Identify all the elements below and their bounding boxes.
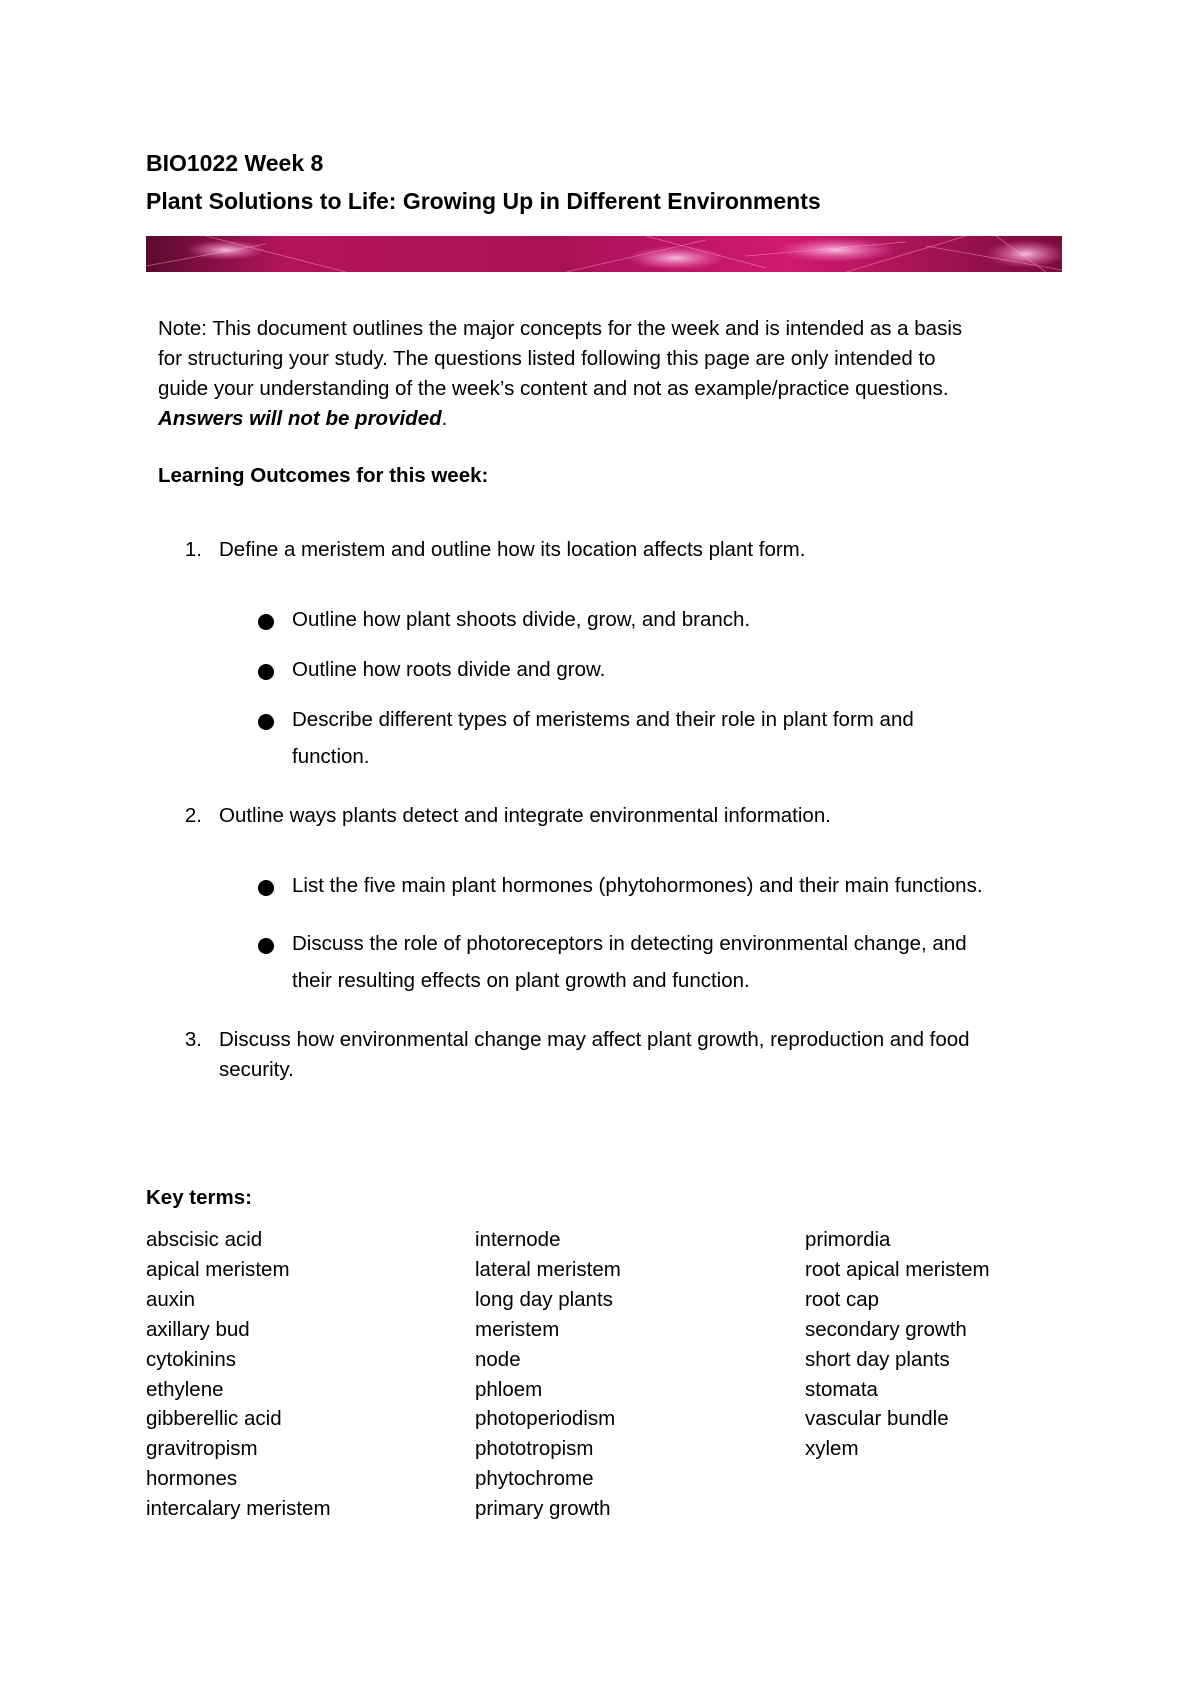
- bullet-icon: [258, 614, 274, 630]
- key-terms-column-1: [146, 1225, 331, 1524]
- note-line: Note: This document outlines the major concepts for the week and is intended as a basis: [158, 317, 963, 340]
- outcome-text: Discuss how environmental change may affect plant growth, reproduction and food: [219, 1028, 970, 1051]
- note-paragraph: [158, 314, 1058, 434]
- outcome-subitem-continuation: function.: [292, 745, 370, 768]
- answers-notice: Answers will not be provided: [158, 407, 442, 430]
- key-term: gibberellic acid: [146, 1407, 282, 1431]
- outcome-text: Outline ways plants detect and integrate environmental information.: [219, 804, 831, 827]
- note-line: for structuring your study. The questions listed following this page are only intended to: [158, 347, 936, 370]
- outcome-subitem: Outline how plant shoots divide, grow, and branch.: [292, 608, 751, 631]
- outcome-subitem: List the five main plant hormones (phytohormones) and their main functions.: [292, 874, 983, 897]
- bullet-icon: [258, 938, 274, 954]
- bullet-icon: [258, 714, 274, 730]
- key-terms-column-2: [475, 1225, 621, 1524]
- key-terms-heading: Key terms:: [146, 1186, 252, 1209]
- key-term: internode: [475, 1228, 561, 1251]
- key-term: primordia: [805, 1228, 891, 1251]
- outcome-text: Define a meristem and outline how its location affects plant form.: [219, 538, 806, 561]
- outcome-number: 1.: [184, 538, 202, 561]
- key-term: short day plants: [805, 1347, 950, 1371]
- key-term: phototropism: [475, 1437, 594, 1461]
- outcome-subitem: Outline how roots divide and grow.: [292, 658, 606, 681]
- decorative-banner: [146, 236, 1062, 272]
- bullet-icon: [258, 880, 274, 896]
- key-term: apical meristem: [146, 1257, 290, 1281]
- key-term: intercalary meristem: [146, 1497, 331, 1521]
- learning-outcomes-heading: Learning Outcomes for this week:: [158, 464, 489, 487]
- key-term: auxin: [146, 1287, 196, 1311]
- key-term: node: [475, 1347, 521, 1371]
- key-terms-column-3: [805, 1225, 990, 1464]
- key-term: stomata: [805, 1377, 878, 1401]
- note-line: [158, 404, 1058, 434]
- bullet-icon: [258, 664, 274, 680]
- key-term: primary growth: [475, 1497, 611, 1521]
- note-period: .: [441, 407, 448, 430]
- key-term: xylem: [805, 1437, 859, 1461]
- note-line: guide your understanding of the week’s content and not as example/practice questions.: [158, 377, 949, 400]
- outcome-subitem-continuation: their resulting effects on plant growth and function.: [292, 969, 750, 992]
- key-term: lateral meristem: [475, 1257, 621, 1281]
- outcome-subitem: Discuss the role of photoreceptors in detecting environmental change, and: [292, 932, 967, 955]
- key-term: root apical meristem: [805, 1257, 990, 1281]
- key-term: axillary bud: [146, 1317, 250, 1341]
- key-term: abscisic acid: [146, 1228, 263, 1251]
- course-title: BIO1022 Week 8: [146, 150, 324, 176]
- key-term: cytokinins: [146, 1347, 237, 1371]
- outcome-number: 2.: [184, 804, 202, 827]
- key-term: phytochrome: [475, 1467, 594, 1491]
- key-term: hormones: [146, 1467, 238, 1491]
- key-term: photoperiodism: [475, 1407, 616, 1431]
- key-term: gravitropism: [146, 1437, 258, 1461]
- key-term: phloem: [475, 1377, 543, 1401]
- page-title: Plant Solutions to Life: Growing Up in Different Environments: [146, 188, 821, 214]
- key-term: secondary growth: [805, 1317, 967, 1341]
- outcome-number: 3.: [184, 1028, 202, 1051]
- key-term: long day plants: [475, 1287, 613, 1311]
- key-term: meristem: [475, 1317, 560, 1341]
- key-term: vascular bundle: [805, 1407, 949, 1431]
- outcome-subitem: Describe different types of meristems and their role in plant form and: [292, 708, 914, 731]
- key-term: ethylene: [146, 1377, 224, 1401]
- key-term: root cap: [805, 1287, 880, 1311]
- outcome-text-continuation: security.: [219, 1058, 294, 1081]
